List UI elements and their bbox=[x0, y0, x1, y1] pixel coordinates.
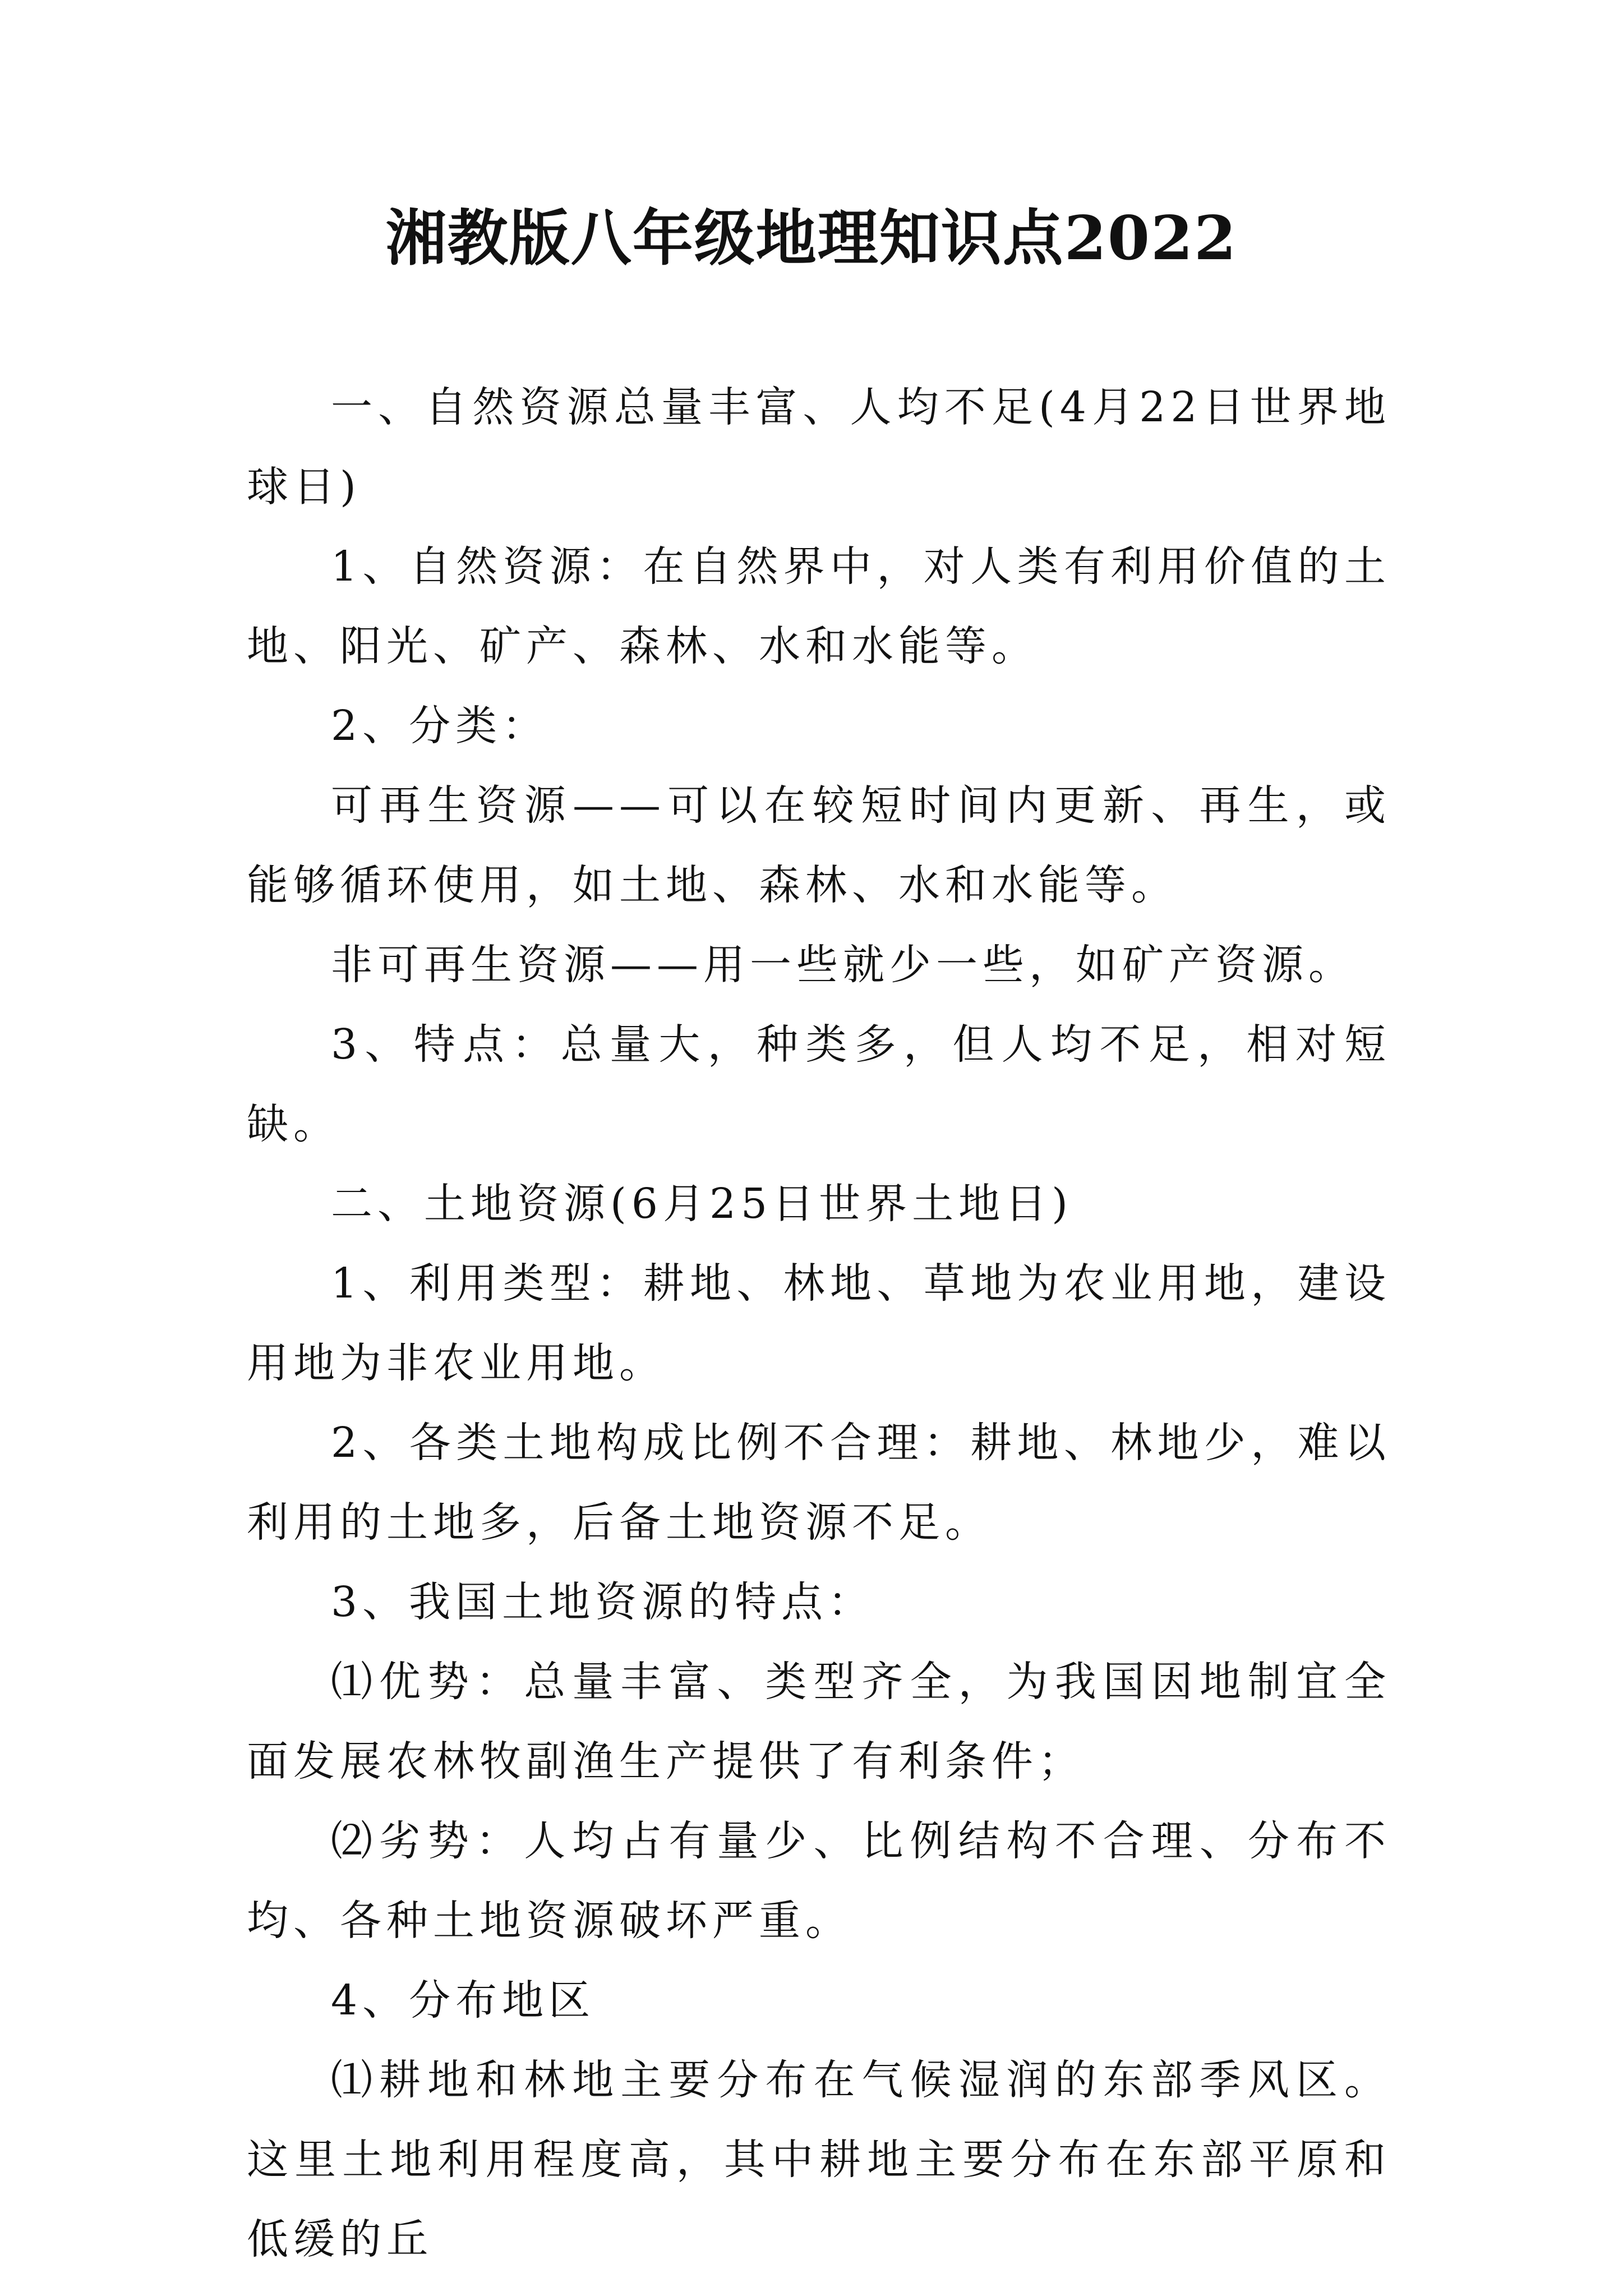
paragraph-resource-features: 3、特点：总量大，种类多，但人均不足，相对短缺。 bbox=[247, 1020, 1391, 1148]
paragraph-nonrenewable-resources: 非可再生资源——用一些就少一些，如矿产资源。 bbox=[331, 941, 1355, 989]
document-title: 湘教版八年级地理知识点2022 bbox=[385, 203, 1238, 274]
paragraph-natural-resource-definition: 1、自然资源：在自然界中，对人类有利用价值的土地、阳光、矿产、森林、水和水能等。 bbox=[247, 542, 1391, 670]
paragraph-land-disadvantages: ⑵劣势：人均占有量少、比例结构不合理、分布不均、各种土地资源破坏严重。 bbox=[247, 1817, 1391, 1945]
paragraph-land-features: 3、我国土地资源的特点： bbox=[331, 1578, 875, 1626]
paragraph-farmland-forest-distribution: ⑴耕地和林地主要分布在气候湿润的东部季风区。这里土地利用程度高，其中耕地主要分布在东部平原和低缓的丘 bbox=[247, 2056, 1391, 2263]
paragraph-land-advantages: ⑴优势：总量丰富、类型齐全，为我国因地制宜全面发展农林牧副渔生产提供了有利条件； bbox=[247, 1658, 1391, 1786]
paragraph-renewable-resources: 可再生资源——可以在较短时间内更新、再生，或能够循环使用，如土地、森林、水和水能等。 bbox=[247, 781, 1391, 909]
paragraph-land-use-types: 1、利用类型：耕地、林地、草地为农业用地，建设用地为非农业用地。 bbox=[247, 1259, 1391, 1387]
document-body bbox=[247, 367, 1391, 2279]
section-heading-natural-resources: 一、自然资源总量丰富、人均不足(4月22日世界地球日) bbox=[247, 383, 1391, 511]
paragraph-land-proportion: 2、各类土地构成比例不合理：耕地、林地少，难以利用的土地多，后备土地资源不足。 bbox=[247, 1419, 1391, 1547]
paragraph-distribution-heading: 4、分布地区 bbox=[331, 1976, 596, 2024]
section-heading-land-resources: 二、土地资源(6月25日世界土地日) bbox=[331, 1180, 1073, 1228]
paragraph-classification: 2、分类： bbox=[331, 702, 549, 750]
